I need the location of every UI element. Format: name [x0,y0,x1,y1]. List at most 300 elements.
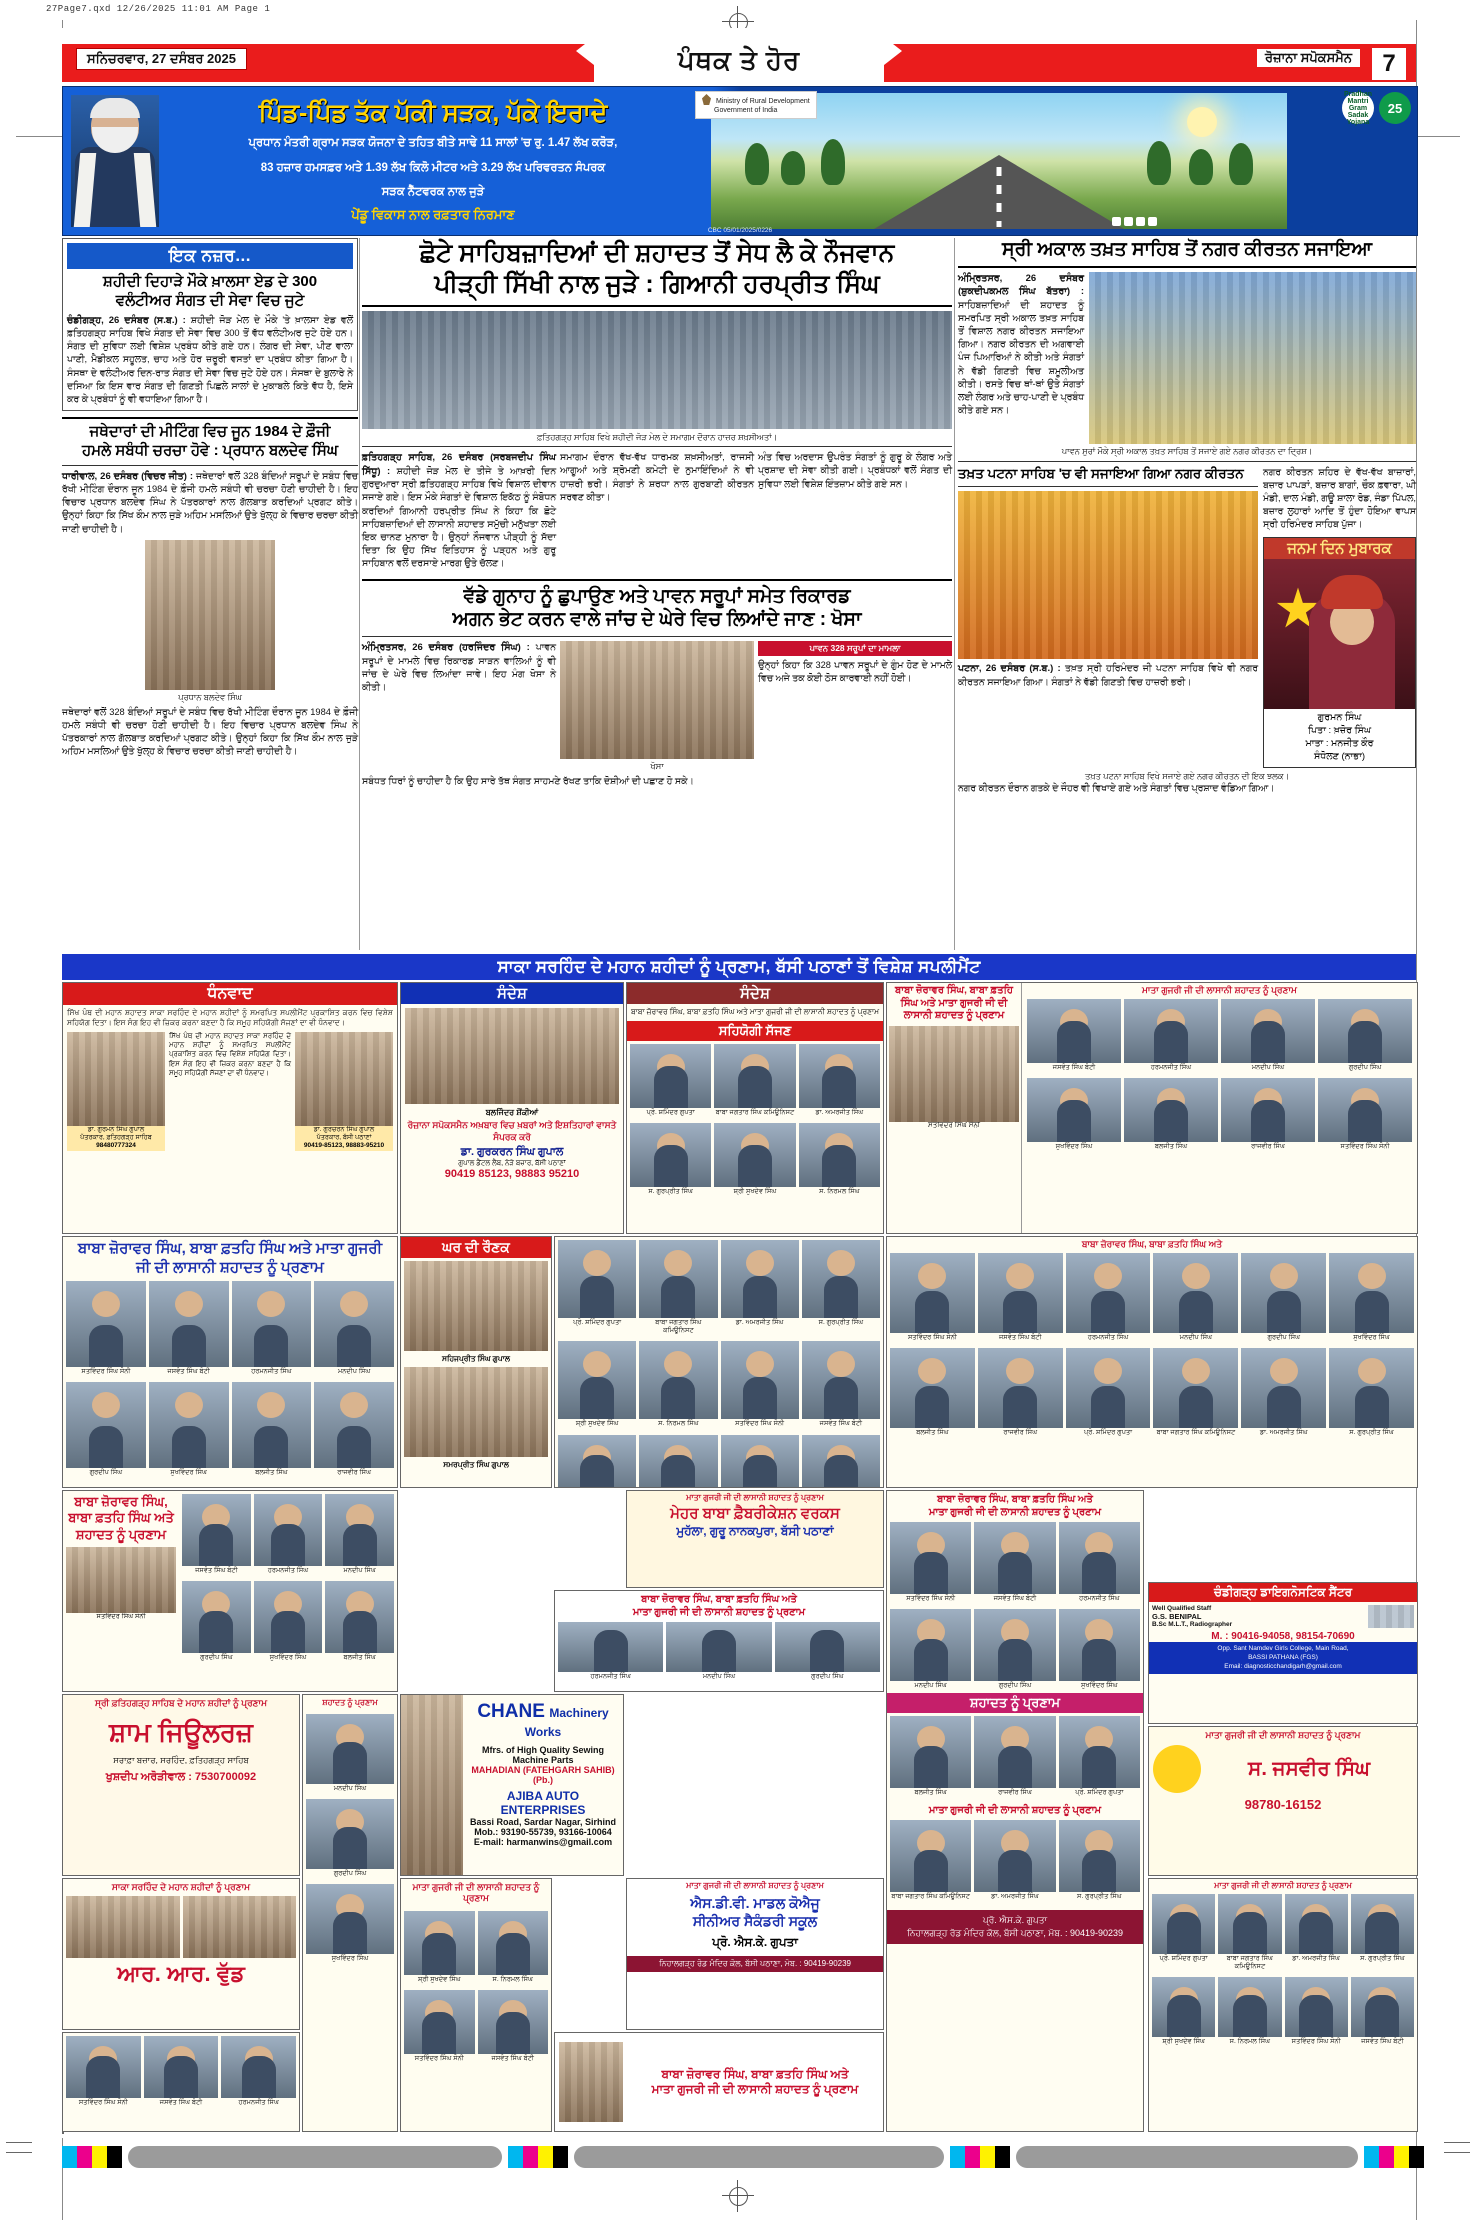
col3-second-caption: ਤਖ਼ਤ ਪਟਨਾ ਸਾਹਿਬ ਵਿਖੇ ਸਜਾਏ ਗਏ ਨਗਰ ਕੀਰਤਨ ਦੀ ਇਕ ਝਲਕ। [1084,770,1290,781]
ad-crc-title-l1: ਬਾਬਾ ਜ਼ੋਰਾਵਰ ਸਿੰਘ, ਬਾਬਾ ਫ਼ਤਹਿ ਸਿੰਘ ਅਤੇ [937,1494,1093,1505]
swatch-magenta [523,2146,538,2168]
ad-crc-mugs-row4 [887,1817,1143,1904]
mug-item: ਜਸਵੰਤ ਸਿੰਘ ਬੰਟੀ [974,1522,1055,1603]
column-left [62,238,358,758]
ad-strip2-title: ਬਾਬਾ ਜ਼ੋਰਾਵਰ ਸਿੰਘ, ਬਾਬਾ ਫ਼ਤਹਿ ਸਿੰਘ ਅਤੇ [1081,1239,1223,1249]
ad-pranam-left-2[interactable]: ਬਾਬਾ ਜ਼ੋਰਾਵਰ ਸਿੰਘ, ਬਾਬਾ ਫ਼ਤਹਿ ਸਿੰਘ ਅਤੇ ਸ਼ਹਾਦਤ ਨੂੰ ਪ੍ਰਣਾਮ ਸਤਵਿੰਦਰ ਸਿੰਘ ਸੋਨੀ ਜਸਵੰਤ ਸਿੰਘ ਬੰਟੀ ਹਰਮਨਜੀਤ ਸਿੰਘ ਮਨਦੀਪ ਸਿੰਘ ਗੁਰਦੀਪ ਸਿੰਘ ਸੁਖਵਿੰਦਰ ਸਿੰਘ ਬਲਜੀਤ ਸਿੰਘ [62,1490,398,1692]
ad-chane-brand: CHANE [477,1701,545,1722]
mug-item: ਬਲਜੀਤ ਸਿੰਘ [325,1581,394,1662]
col1-story1-body: ਸ਼ਹੀਦੀ ਜੋੜ ਮੇਲ ਦੇ ਮੌਕੇ 'ਤੇ ਖ਼ਾਲਸਾ ਏਡ ਵਲੋਂ ਫ਼ਤਿਹਗੜ੍ਹ ਸਾਹਿਬ ਵਿਖੇ ਸੰਗਤ ਦੀ ਸੇਵਾ ਵਿਚ 300 ਤੋਂ ਵੱਧ ਵਲੰਟੀਅਰ ਜੁਟੇ ਹੋਏ ਹਨ। ਸੰਗਤ ਦੀ ਸੁਵਿਧਾ ਲਈ ਵਿਸ਼ੇਸ਼ ਪ੍ਰਬੰਧ ਕੀਤੇ ਗਏ ਹਨ। ਲੰਗਰ ਦੀ ਸੇਵਾ, ਪੀਣ ਵਾਲਾ ਪਾਣੀ, ਮੈਡੀਕਲ ਸਹੂਲਤ, ਚਾਹ ਅਤੇ ਹੋਰ ਜ਼ਰੂਰੀ ਵਸਤਾਂ ਦਾ ਪ੍ਰਬੰਧ ਕੀਤਾ ਗਿਆ ਹੈ। ਸੰਸਥਾ ਦੇ ਵਲੰਟੀਅਰ ਦਿਨ-ਰਾਤ ਸੰਗਤ ਦੀ ਸੇਵਾ ਵਿਚ ਜੁਟੇ ਹੋਏ ਹਨ। ਸੰਸਥਾ ਦੇ ਬੁਲਾਰੇ ਨੇ ਦਸਿਆ ਕਿ ਇਸ ਵਾਰ ਸੰਗਤ ਦੀ ਗਿਣਤੀ ਪਿਛਲੇ ਸਾਲਾਂ ਦੇ ਮੁਕਾਬਲੇ ਕਿਤੇ ਵੱਧ ਹੈ, ਇਸੇ ਕਰ ਕੇ ਪ੍ਰਬੰਧਾਂ ਨੂੰ ਵੀ ਵਧਾਇਆ ਗਿਆ ਹੈ। [67,314,354,404]
ad-right-strip-2[interactable] [886,1236,1418,1488]
mug-item: ਸ. ਨਿਰਮਲ ਸਿੰਘ [639,1341,717,1428]
col3-second-photo [958,491,1258,659]
cbc-code: CBC 05/01/2025/0226 [707,227,773,234]
ad-chane-photo [401,1695,463,1875]
masthead [62,44,1416,82]
ad-mehar-pranam: ਮਾਤਾ ਗੁਜਰੀ ਜੀ ਦੀ ਲਾਸਾਨੀ ਸ਼ਹਾਦਤ ਨੂੰ ਪ੍ਰਣਾਮ [686,1493,824,1502]
ad-sandesh1-photo [405,1008,619,1104]
mug-item: ਸੁਖਵਿੰਦਰ ਸਿੰਘ [303,1881,397,1966]
swatch-yellow [980,2146,995,2168]
ad-jasvir-pranam: ਮਾਤਾ ਗੁਜਰੀ ਜੀ ਦੀ ਲਾਸਾਨੀ ਸ਼ਹਾਦਤ ਨੂੰ ਪ੍ਰਣਾਮ [1205,1730,1361,1740]
news-section [62,238,1416,950]
mug-item: ਜਸਵੰਤ ਸਿੰਘ ਬੰਟੀ [978,1253,1063,1342]
ad-pranam2-title-l1: ਬਾਬਾ ਜ਼ੋਰਾਵਰ ਸਿੰਘ, ਬਾਬਾ ਫ਼ਤਹਿ ਸਿੰਘ ਅਤੇ [68,1494,174,1526]
ad-jasvir-title: ਸ. ਜਸਵੀਰ ਸਿੰਘ [1248,1757,1370,1780]
mug-item: ਗੁਰਦੀਪ ਸਿੰਘ [974,1609,1055,1690]
mug-item: ਮਨਦੀਪ ਸਿੰਘ [303,1711,397,1796]
ministry-line2: Government of India [714,106,778,114]
mug-item: ਸਤਵਿੰਦਰ ਸਿੰਘ ਸੋਨੀ [1318,1078,1412,1151]
top-banner-sub1: ਪ੍ਰਧਾਨ ਮੰਤਰੀ ਗ੍ਰਾਮ ਸੜਕ ਯੋਜਨਾ ਦੇ ਤਹਿਤ ਬੀਤੇ ਸਾਢੇ 11 ਸਾਲਾਂ 'ਚ ਰੁ. 1.47 ਲੱਖ ਕਰੋੜ, [248,136,618,149]
top-banner-text [173,99,693,223]
ad-mehar-lower-title-l1: ਬਾਬਾ ਜ਼ੋਰਾਵਰ ਸਿੰਘ, ਬਾਬਾ ਫ਼ਤਹਿ ਸਿੰਘ ਅਤੇ [641,1594,797,1605]
swatch-cyan [950,2146,965,2168]
swatch-black [553,2146,568,2168]
top-banner-headline: ਪਿੰਡ-ਪਿੰਡ ਤੱਕ ਪੱਕੀ ਸੜਕ, ਪੱਕੇ ਇਰਾਦੇ [258,99,608,127]
ad-sham-jewellers[interactable] [62,1694,300,1876]
mug-item: ਬਾਬਾ ਜਗਤਾਰ ਸਿੰਘ ਕਮਿਊਨਿਸਟ [1218,1894,1281,1971]
facebook-icon [1112,217,1121,226]
col2-lead-body-right: ਅੰਤ ਵਿਚ ਅਰਦਾਸ ਉਪਰੰਤ ਸੰਗਤਾਂ ਨੂੰ ਗੁਰੂ ਕੇ ਲੰਗਰ ਅਤੇ ਪ੍ਰਸ਼ਾਦ ਦੀ ਸੇਵਾ ਕੀਤੀ ਗਈ। ਪ੍ਰਬੰਧਕਾਂ ਵਲੋਂ ਸੰਗਤ ਦੀ ਸੁਵਿਧਾ ਲਈ ਵਿਸ਼ੇਸ਼ ਇੰਤਜ਼ਾਮ ਕੀਤੇ ਗਏ ਸਨ। [758,452,952,489]
ad-narrow-right-mugs-b [401,1987,551,2066]
mug-item: ਬਲਜੀਤ ਸਿੰਘ [890,1348,975,1437]
ad-narrow-title: ਸ਼ਹਾਦਤ ਨੂੰ ਪ੍ਰਣਾਮ [322,1698,378,1707]
col3-second-body-right: ਨਗਰ ਕੀਰਤਨ ਦੌਰਾਨ ਗਤਕੇ ਦੇ ਜੌਹਰ ਵੀ ਵਿਖਾਏ ਗਏ ਅਤੇ ਸੰਗਤਾਂ ਵਿਚ ਪ੍ਰਸ਼ਾਦ ਵੰਡਿਆ ਗਿਆ। [958,782,1275,793]
col2-second-headline-l2[interactable]: ਅਗਨ ਭੇਟ ਕਰਨ ਵਾਲੇ ਜਾਂਚ ਦੇ ਘੇਰੇ ਵਿਚ ਲਿਆਂਦੇ ਜਾਣ : ਖੋਸਾ [452,609,862,631]
ad-sham-title: ਸ਼ਾਮ ਜਿਊਲਰਜ਼ [109,1717,253,1748]
ad-center-bottom-title-l1: ਬਾਬਾ ਜ਼ੋਰਾਵਰ ਸਿੰਘ, ਬਾਬਾ ਫ਼ਤਹਿ ਸਿੰਘ ਅਤੇ [661,2067,849,2081]
ad-sham-sub1: ਸ੍ਰੀ ਫ਼ਤਿਹਗੜ੍ਹ ਸਾਹਿਬ ਦੇ ਮਹਾਨ ਸ਼ਹੀਦਾਂ ਨੂੰ ਪ੍ਰਣਾਮ [94,1698,268,1708]
mug-item: ਸ਼੍ਰੀ ਸੁਖਦੇਵ ਸਿੰਘ [558,1341,636,1428]
col2-lead-headline-l2[interactable]: ਪੀੜ੍ਹੀ ਸਿੱਖੀ ਨਾਲ ਜੁੜੇ : ਗਿਆਨੀ ਹਰਪ੍ਰੀਤ ਸਿੰਘ [434,270,880,299]
mug-item: ਸਤਵਿੰਦਰ ਸਿੰਘ ਸੋਨੀ [890,1253,975,1342]
mug-item: ਜਸਵੰਤ ਸਿੰਘ ਬੰਟੀ [802,1341,880,1428]
ad-school-address: ਨਿਹਾਲਗੜ੍ਹ ਰੋਡ ਮੰਦਿਰ ਕੋਲ, ਬੱਸੀ ਪਠਾਣਾ, ਮੋਬ. : 90419-90239 [627,1956,883,1972]
ad-jasvir-phone: 98780-16152 [1244,1797,1322,1813]
ad-strip2-mugs-row2 [887,1345,1417,1440]
mug-item: ਰਾਜਵੀਰ ਸਿੰਘ [1221,1078,1315,1151]
mug-item: ਸੁਖਵਿੰਦਰ ਸਿੰਘ [1027,1078,1121,1151]
ad-dhanwaad-title: ਧੰਨਵਾਦ [63,983,397,1005]
mug-item: ਬਾਬਾ ਜਗਤਾਰ ਸਿੰਘ ਕਮਿਊਨਿਸਟ [714,1044,795,1117]
mug-item: ਰਾਜਵੀਰ ਸਿੰਘ [314,1382,394,1477]
col2-lead-headline-l1[interactable]: ਛੋਟੇ ਸਾਹਿਬਜ਼ਾਦਿਆਂ ਦੀ ਸ਼ਹਾਦਤ ਤੋਂ ਸੇਧ ਲੈ ਕੇ ਨੌਜਵਾਨ [419,239,895,267]
youtube-icon [1148,217,1157,226]
ad-banner1-mugs-row2 [63,1379,397,1480]
mug-item: ਹਰਮਨਜੀਤ ਸਿੰਘ [221,2036,296,2107]
mug-item: ਗੁਰਦੀਪ ਸਿੰਘ [303,1796,397,1881]
instagram-icon [1136,217,1145,226]
ad-pranam2-mugs-b [179,1578,397,1665]
birthday-father: ਪਿਤਾ : ਖ਼ਜ਼ੋਰ ਸਿੰਘ [1307,725,1372,737]
ad-narrow-right-title: ਮਾਤਾ ਗੁਜਰੀ ਜੀ ਦੀ ਲਾਸਾਨੀ ਸ਼ਹਾਦਤ ਨੂੰ ਪ੍ਰਣਾਮ [412,1882,540,1904]
mug-item: ਸੁਖਵਿੰਦਰ ਸਿੰਘ [149,1382,229,1477]
birthday-box [1263,537,1416,767]
col2-lead-photo [362,311,952,429]
col1-story2-headline-l2[interactable]: ਹਮਲੇ ਸਬੰਧੀ ਚਰਚਾ ਹੋਵੇ : ਪ੍ਰਧਾਨ ਬਲਦੇਵ ਸਿੰਘ [81,441,338,459]
ad-crc-title-l3: ਮਾਤਾ ਗੁਜਰੀ ਜੀ ਦੀ ਲਾਸਾਨੀ ਸ਼ਹਾਦਤ ਨੂੰ ਪ੍ਰਣਾਮ [928,1804,1102,1816]
col2-second-body-mid: ਉਨ੍ਹਾਂ ਕਿਹਾ ਕਿ 328 ਪਾਵਨ ਸਰੂਪਾਂ ਦੇ ਗੁੰਮ ਹੋਣ ਦੇ ਮਾਮਲੇ ਵਿਚ ਅਜੇ ਤਕ ਕੋਈ ਠੋਸ ਕਾਰਵਾਈ ਨਹੀਂ ਹੋਈ। [758,660,952,684]
ad-diag-title: ਚੰਡੀਗੜ੍ਹ ਡਾਇਗਨੋਸਟਿਕ ਸੈਂਟਰ [1149,1583,1417,1602]
ad-sandesh2-title: ਸੰਦੇਸ਼ [627,983,883,1004]
pmgsy-logo: Pradhan Mantri Gram Sadak Yojana [1343,90,1372,126]
registration-mark-bottom [722,2180,754,2212]
ad-sandesh-1[interactable] [400,982,624,1234]
ad-sandesh1-title: ਸੰਦੇਸ਼ [401,983,623,1004]
swatch-cyan [508,2146,523,2168]
mug-item: ਪ੍ਰੋ. ਸ਼ਮਿੰਦਰ ਗੁਪਤਾ [630,1044,711,1117]
col3-second-body-left: ਤਖ਼ਤ ਸ੍ਰੀ ਹਰਿਮੰਦਰ ਜੀ ਪਟਨਾ ਸਾਹਿਬ ਵਿਖੇ ਵੀ ਨਗਰ ਕੀਰਤਨ ਸਜਾਇਆ ਗਿਆ। ਸੰਗਤਾਂ ਨੇ ਵੱਡੀ ਗਿਣਤੀ ਵਿਚ ਹਾਜ਼ਰੀ ਭਰੀ। [958,663,1258,687]
col3-lead-headline[interactable]: ਸ੍ਰੀ ਅਕਾਲ ਤਖ਼ਤ ਸਾਹਿਬ ਤੋਂ ਨਗਰ ਕੀਰਤਨ ਸਜਾਇਆ [1001,239,1373,260]
mug-item: ਹਰਮਨਜੀਤ ਸਿੰਘ [558,1622,663,1681]
mug-item: ਸੁਖਵਿੰਦਰ ਸਿੰਘ [1329,1253,1414,1342]
top-banner-ad[interactable] [62,86,1418,236]
ad-sandesh2-body: ਬਾਬਾ ਜ਼ੋਰਾਵਰ ਸਿੰਘ, ਬਾਬਾ ਫ਼ਤਹਿ ਸਿੰਘ ਅਤੇ ਮਾਤਾ ਗੁਜਰੀ ਜੀ ਦੀ ਲਾਸਾਨੀ ਸ਼ਹਾਦਤ ਨੂੰ ਪ੍ਰਣਾਮ [630,1007,880,1016]
mug-item: ਗੁਰਦੀਪ ਸਿੰਘ [1241,1253,1326,1342]
mug-item: ਡਾ. ਅਮਰਜੀਤ ਸਿੰਘ [1285,1894,1348,1971]
swatch-magenta [1379,2146,1394,2168]
col1-story2-body-cont: ਜਥੇਦਾਰਾਂ ਵਲੋਂ 328 ਬੰਦਿਆਂ ਸਰੂਪਾਂ ਦੇ ਸਬੰਧ ਵਿਚ ਰੱਖੀ ਮੀਟਿੰਗ ਦੌਰਾਨ ਜੂਨ 1984 ਦੇ ਫ਼ੌਜੀ ਹਮਲੇ ਸਬੰਧੀ ਵੀ ਚਰਚਾ ਹੋਣੀ ਚਾਹੀਦੀ ਹੈ। ਇਹ ਵਿਚਾਰ ਪ੍ਰਧਾਨ ਬਲਦੇਵ ਸਿੰਘ ਨੇ ਪੱਤਰਕਾਰਾਂ ਨਾਲ ਗੱਲਬਾਤ ਕਰਦਿਆਂ ਪ੍ਰਗਟ ਕੀਤੇ। ਉਨ੍ਹਾਂ ਕਿਹਾ ਕਿ ਸਿੱਖ ਕੌਮ ਨਾਲ ਜੁੜੇ ਅਹਿਮ ਮਸਲਿਆਂ ਉਤੇ ਖੁੱਲ੍ਹ ਕੇ ਵਿਚਾਰ ਚਰਚਾ ਕੀਤੀ ਜਾਣੀ ਚਾਹੀਦੀ ਹੈ। [62,706,358,757]
ad-bottom-right-mugs-row1 [1149,1891,1417,1974]
mug-item: ਸ. ਗੁਰਪ੍ਰੀਤ ਸਿੰਘ [802,1240,880,1335]
swatch-cyan [62,2146,77,2168]
col2-second-caption: ਖੋਸਾ [650,761,664,772]
mug-item: ਜਸਵੰਤ ਸਿੰਘ ਬੰਟੀ [1351,1977,1414,2046]
swatch-yellow [538,2146,553,2168]
mug-item: ਮਨਦੀਪ ਸਿੰਘ [325,1494,394,1575]
ad-banner1-mugs-row1 [63,1278,397,1379]
mug-item: ਸ. ਗੁਰਪ੍ਰੀਤ ਸਿੰਘ [1351,1894,1414,1971]
col3-lead-body-right: ਨਗਰ ਕੀਰਤਨ ਸ਼ਹਿਰ ਦੇ ਵੱਖ-ਵੱਖ ਬਾਜ਼ਾਰਾਂ, ਬਜ਼ਾਰ ਪਾਪੜਾਂ, ਬਜ਼ਾਰ ਬਾਗਾਂ, ਚੌਕ ਫ਼ਵਾਰਾ, ਘੀ ਮੰਡੀ, ਦਾਲ ਮੰਡੀ, ਗਊ ਸ਼ਾਲਾ ਰੋਡ, ਜੰਡਾ ਪਿੱਪਲ, ਬਜ਼ਾਰ ਲੁਹਾਰਾਂ ਆਦਿ ਤੋਂ ਹੁੰਦਾ ਹੋਇਆ ਵਾਪਸ ਸ੍ਰੀ ਹਰਿਮੰਦਰ ਸਾਹਿਬ ਪੁੱਜਾ। [1263,466,1416,530]
ad-sandesh-2[interactable] [626,982,884,1234]
mug-item: ਜਸਵੰਤ ਸਿੰਘ ਬੰਟੀ [149,1281,229,1376]
ad-sehyogi-mugs-row2 [627,1120,883,1199]
mug-item: ਸੁਖਵਿੰਦਰ ਸਿੰਘ [1059,1609,1140,1690]
ad-narrow-right[interactable] [400,1878,552,2132]
ad-pranam2-title-l2: ਸ਼ਹਾਦਤ ਨੂੰ ਪ੍ਰਣਾਮ [75,1526,167,1542]
birthday-photo [1264,559,1415,709]
ad-chane-line3: Bassi Road, Sardar Nagar, Sirhind [469,1817,617,1827]
mug-item: ਜਸਵੰਤ ਸਿੰਘ ਬੰਟੀ [182,1494,251,1575]
ad-rr-wood[interactable] [62,1878,300,2030]
mug-item: ਡਾ. ਅਮਰਜੀਤ ਸਿੰਘ [799,1044,880,1117]
ad-right-strip-1[interactable]: ਬਾਬਾ ਜ਼ੋਰਾਵਰ ਸਿੰਘ, ਬਾਬਾ ਫ਼ਤਹਿ ਸਿੰਘ ਅਤੇ ਮਾਤਾ ਗੁਜਰੀ ਜੀ ਦੀ ਲਾਸਾਨੀ ਸ਼ਹਾਦਤ ਨੂੰ ਪ੍ਰਣਾਮ ਸਤਵਿੰਦਰ ਸਿੰਘ ਸੋਨੀ ਮਾਤਾ ਗੁਜਰੀ ਜੀ ਦੀ ਲਾਸਾਨੀ ਸ਼ਹਾਦਤ ਨੂੰ ਪ੍ਰਣਾਮ ਜਸਵੰਤ ਸਿੰਘ ਬੰਟੀ ਹਰਮਨਜੀਤ ਸਿੰਘ ਮਨਦੀਪ ਸਿੰਘ ਗੁਰਦੀਪ ਸਿੰਘ ਸੁਖਵਿੰਦਰ ਸਿੰਘ ਬਲਜੀਤ ਸਿੰਘ ਰਾਜਵੀਰ ਸਿੰਘ ਸਤਵਿੰਦਰ ਸਿੰਘ ਸੋਨੀ [886,982,1418,1234]
col1-story2-headline-l1[interactable]: ਜਥੇਦਾਰਾਂ ਦੀ ਮੀਟਿੰਗ ਵਿਚ ਜੂਨ 1984 ਦੇ ਫ਼ੌਜੀ [89,423,331,441]
ad-dhanwaad[interactable] [62,982,398,1234]
ad-chandigarh-diagnostic[interactable] [1148,1582,1418,1724]
ad-center-mugs-row2 [555,1338,883,1431]
mug-item: ਗੁਰਦੀਪ ਸਿੰਘ [66,1382,146,1477]
mug-item: ਸਤਵਿੰਦਰ ਸਿੰਘ ਸੋਨੀ [1285,1977,1348,2046]
ad-banner1-title-l2: ਜੀ ਦੀ ਲਾਸਾਨੀ ਸ਼ਹਾਦਤ ਨੂੰ ਪ੍ਰਣਾਮ [136,1258,324,1276]
ad-center-mugs-row3 [555,1432,883,1488]
col2-second-body-right: ਸਬੰਧਤ ਧਿਰਾਂ ਨੂੰ ਚਾਹੀਦਾ ਹੈ ਕਿ ਉਹ ਸਾਰੇ ਤੱਥ ਸੰਗਤ ਸਾਹਮਣੇ ਰੱਖਣ ਤਾਕਿ ਦੋਸ਼ੀਆਂ ਦੀ ਪਛਾਣ ਹੋ ਸਕੇ। [362,775,694,786]
ad-bottom-right-title: ਮਾਤਾ ਗੁਜਰੀ ਜੀ ਦੀ ਲਾਸਾਨੀ ਸ਼ਹਾਦਤ ਨੂੰ ਪ੍ਰਣਾਮ [1214,1881,1352,1890]
page-sheet [62,28,1416,2138]
mug-item: ਬਲਜੀਤ ਸਿੰਘ [1124,1078,1218,1151]
masthead-date: ਸਨਿਚਰਵਾਰ, 27 ਦਸੰਬਰ 2025 [76,48,247,70]
supplement-banner: ਸਾਕਾ ਸਰਹਿੰਦ ਦੇ ਮਹਾਨ ਸ਼ਹੀਦਾਂ ਨੂੰ ਪ੍ਰਣਾਮ, ਬੱਸੀ ਪਠਾਣਾਂ ਤੋਂ ਵਿਸ਼ੇਸ਼ ਸਪਲੀਮੈਂਟ [62,954,1416,980]
ad-chane-brand2: Machinery Works [524,1706,609,1739]
ad-mehar-baba[interactable] [626,1490,884,1588]
ad-crc-mugs-row2 [887,1606,1143,1693]
col1-story2-photo [145,540,275,690]
ad-mehar-title-l1: ਮੇਹਰ ਬਾਬਾ ਫ਼ੈਬਰੀਕੇਸ਼ਨ ਵਰਕਸ [670,1505,840,1522]
ministry-emblem-block [695,91,817,119]
ad-mehar-lower-mugs [555,1619,883,1684]
ad-sbdv-school[interactable] [626,1878,884,2030]
col3-lead-body-left: ਸਾਹਿਬਜ਼ਾਦਿਆਂ ਦੀ ਸ਼ਹਾਦਤ ਨੂੰ ਸਮਰਪਿਤ ਸ੍ਰੀ ਅਕਾਲ ਤਖ਼ਤ ਸਾਹਿਬ ਤੋਂ ਵਿਸ਼ਾਲ ਨਗਰ ਕੀਰਤਨ ਸਜਾਇਆ ਗਿਆ। ਨਗਰ ਕੀਰਤਨ ਦੀ ਅਗਵਾਈ ਪੰਜ ਪਿਆਰਿਆਂ ਨੇ ਕੀਤੀ ਅਤੇ ਸੰਗਤਾਂ ਨੇ ਵੱਡੀ ਗਿਣਤੀ ਵਿਚ ਸ਼ਮੂਲੀਅਤ ਕੀਤੀ। ਰਸਤੇ ਵਿਚ ਥਾਂ-ਥਾਂ ਉਤੇ ਸੰਗਤਾਂ ਲਈ ਲੰਗਰ ਅਤੇ ਚਾਹ-ਪਾਣੀ ਦੇ ਪ੍ਰਬੰਧ ਕੀਤੇ ਗਏ ਸਨ। [958,299,1084,416]
mug-item: ਪ੍ਰੋ. ਸ਼ਮਿੰਦਰ ਗੁਪਤਾ [558,1240,636,1335]
ad-sandesh1-name: ਬਲਜਿੰਦਰ ਸ਼ੌਂਕੀਆਂ [485,1108,539,1117]
swatch-magenta [77,2146,92,2168]
mug-item: ਸ. ਗੁਰਪ੍ਰੀਤ ਸਿੰਘ [630,1123,711,1196]
mug-item [721,1435,799,1488]
ad-ghar-name-2: ਸਮਰਪ੍ਰੀਤ ਸਿੰਘ ਗੁਪਾਲ [443,1460,509,1469]
ad-center-mugs-row1 [555,1237,883,1338]
ad-diag-phone: M. : 90416-94058, 98154-70690 [1211,1631,1355,1642]
twitter-icon [1124,217,1133,226]
sun-icon [1187,107,1217,137]
col2-lead-body-mid: ਸਮਾਗਮ ਦੌਰਾਨ ਵੱਖ-ਵੱਖ ਧਾਰਮਕ ਸ਼ਖ਼ਸੀਅਤਾਂ, ਰਾਜਸੀ ਆਗੂਆਂ ਅਤੇ ਸ਼੍ਰੋਮਣੀ ਕਮੇਟੀ ਦੇ ਨੁਮਾਇੰਦਿਆਂ ਨੇ ਵੀ ਹਾਜ਼ਰੀ ਭਰੀ। ਸੰਗਤਾਂ ਨੇ ਸ਼ਰਧਾ ਨਾਲ ਗੁਰਬਾਣੀ ਕੀਰਤਨ ਸਰਵਣ ਕੀਤਾ। [560,452,754,502]
ad-ghar-photo-2 [404,1367,548,1457]
mug-item: ਮਨਦੀਪ ਸਿੰਘ [1221,999,1315,1072]
ad-diag-qual: B.Sc M.L.T., Radiographer [1152,1621,1233,1628]
ad-dhanwaad-person2: ਡਾ. ਗੁਰਚਰਨ ਸਿੰਘ ਗੁਪਾਲ ਪੱਤਰਕਾਰ, ਬੱਸੀ ਪਠਾਣਾਂ 90419-85123, 98883-95210 [295,1126,393,1151]
mug-item: ਡਾ. ਅਮਰਜੀਤ ਸਿੰਘ [974,1820,1055,1901]
mug-item: ਸ਼੍ਰੀ ਸੁਖਦੇਵ ਸਿੰਘ [404,1911,475,1984]
col1-story1-byline: ਚੰਡੀਗੜ੍ਹ, 26 ਦਸੰਬਰ (ਸ.ਬ.) : [67,314,186,326]
crop-tick-left-b [6,2152,32,2153]
ad-crc-title-l2: ਮਾਤਾ ਗੁਜਰੀ ਜੀ ਦੀ ਲਾਸਾਨੀ ਸ਼ਹਾਦਤ ਨੂੰ ਪ੍ਰਣਾਮ [928,1506,1102,1518]
ad-center-right-column[interactable] [886,1490,1144,2132]
ad-sandesh1-sub: ਡਾ. ਗੁਰਕਰਨ ਸਿੰਘ ਗੁਪਾਲ [460,1145,564,1158]
supplement-ads [62,982,1416,2132]
print-color-bar [62,2146,1416,2168]
pm-photo [71,95,159,227]
ad-sham-sub2: ਸਰਾਫ਼ਾ ਬਜ਼ਾਰ, ਸਰਹਿੰਦ, ਫ਼ਤਿਹਗੜ੍ਹ ਸਾਹਿਬ [113,1755,249,1766]
ad-strip1-mugs-row1 [1024,996,1415,1075]
mug-item: ਪ੍ਰੋ. ਸ਼ਮਿੰਦਰ ਗੁਪਤਾ [1066,1348,1151,1437]
column-right [958,238,1416,795]
col2-second-photo [560,641,754,759]
mug-item: ਪ੍ਰੋ. ਸ਼ਮਿੰਦਰ ਗੁਪਤਾ [1152,1894,1215,1971]
col2-second-body-left: ਪਾਵਨ ਸਰੂਪਾਂ ਦੇ ਮਾਮਲੇ ਵਿਚ ਰਿਕਾਰਡ ਸਾੜਨ ਵਾਲਿਆਂ ਨੂੰ ਵੀ ਜਾਂਚ ਦੇ ਘੇਰੇ ਵਿਚ ਲਿਆਂਦਾ ਜਾਵੇ। ਇਹ ਮੰਗ ਖੋਸਾ ਨੇ ਕੀਤੀ। [362,642,556,692]
col1-story1-headline-l1[interactable]: ਸ਼ਹੀਦੀ ਦਿਹਾੜੇ ਮੌਕੇ ਖ਼ਾਲਸਾ ਏਡ ਦੇ 300 [102,273,318,290]
ad-crc-school-block: ਪ੍ਰੋ. ਐਸ.ਕੇ. ਗੁਪਤਾ ਨਿਹਾਲਗੜ੍ਹ ਰੋਡ ਮੰਦਿਰ ਕੋਲ, ਬੱਸੀ ਪਠਾਣਾ, ਮੋਬ. : 90419-90239 [887,1910,1143,1943]
col2-second-headline-l1[interactable]: ਵੱਡੇ ਗੁਨਾਹ ਨੂੰ ਛੁਪਾਉਣ ਅਤੇ ਪਾਵਨ ਸਰੂਪਾਂ ਸਮੇਤ ਰਿਕਾਰਡ [463,585,851,607]
swatch-black [1409,2146,1424,2168]
ad-narrow-column[interactable] [302,1694,398,2132]
ad-center-bottom-pranam[interactable] [554,2032,884,2132]
ad-pranam2-mugs [179,1491,397,1578]
scheme-logos [1342,92,1411,124]
birthday-place: ਸੰਧੋਲਣ (ਨਾਭਾ) [1313,750,1366,762]
mug-item: ਗੁਰਦੀਪ ਸਿੰਘ [775,1622,880,1681]
ad-ghar-di-rounak[interactable] [400,1236,552,1488]
mug-item: ਸ. ਗੁਰਪ੍ਰੀਤ ਸਿੰਘ [1329,1348,1414,1437]
ad-ghar-title: ਘਰ ਦੀ ਰੌਣਕ [401,1237,551,1258]
ad-bottom-right-mugs-row2 [1149,1974,1417,2049]
ad-center-mug-grid[interactable] [554,1236,884,1488]
col3-lead-caption: ਪਾਵਨ ਸੁਰਾਂ ਮੌਕੇ ਸ੍ਰੀ ਅਕਾਲ ਤਖ਼ਤ ਸਾਹਿਬ ਤੋਂ ਸਜਾਏ ਗਏ ਨਗਰ ਕੀਰਤਨ ਦਾ ਦ੍ਰਿਸ਼। [1061,445,1313,456]
col2-lead-byline: ਫ਼ਤਿਹਗੜ੍ਹ ਸਾਹਿਬ, 26 ਦਸੰਬਰ (ਸਰਬਜਦੀਪ ਸਿੰਘ ਸਿੱਧੂ) : [362,452,556,477]
ad-rr-title: ਆਰ. ਆਰ. ਵੁੱਡ [117,1961,245,1987]
col1-story1-headline-l2[interactable]: ਵਲੰਟੀਅਰ ਸੰਗਤ ਦੀ ਸੇਵਾ ਵਿਚ ਜੁਟੇ [115,291,305,309]
mug-item: ਬਾਬਾ ਜਗਤਾਰ ਸਿੰਘ ਕਮਿਊਨਿਸਟ [1153,1348,1238,1437]
mug-item: ਬਲਜੀਤ ਸਿੰਘ [890,1716,971,1797]
masthead-brand: ਰੋਜ਼ਾਨਾ ਸਪੋਕਸਮੈਨ [1257,49,1360,67]
ad-rr-photo-1 [66,1896,180,1958]
mug-item: ਜਸਵੰਤ ਸਿੰਘ ਬੰਟੀ [478,1990,549,2063]
ad-dhanwaad-photo-2 [295,1032,393,1126]
ad-sehyogi-mugs-row1 [627,1041,883,1120]
mug-item: ਮਨਦੀਪ ਸਿੰਘ [1153,1253,1238,1342]
ad-chane-brand3: AJIBA AUTO ENTERPRISES [500,1789,586,1817]
col3-second-byline: ਪਟਨਾ, 26 ਦਸੰਬਰ (ਸ.ਬ.) : [958,663,1061,675]
ad-crc-mugs-row3 [887,1713,1143,1800]
section-flag [594,32,884,90]
ad-banner1-title-l1: ਬਾਬਾ ਜ਼ੋਰਾਵਰ ਸਿੰਘ, ਬਾਬਾ ਫ਼ਤਹਿ ਸਿੰਘ ਅਤੇ ਮਾਤਾ ਗੁਜਰੀ [77,1240,383,1257]
ad-dhanwaad-body-cont: ਸਿੱਖ ਪੰਥ ਦੀ ਮਹਾਨ ਸ਼ਹਾਦਤ ਸਾਕਾ ਸਰਹਿੰਦ ਦੇ ਮਹਾਨ ਸ਼ਹੀਦਾਂ ਨੂੰ ਸਮਰਪਿਤ ਸਪਲੀਮੈਂਟ ਪ੍ਰਕਾਸ਼ਿਤ ਕਰਨ ਵਿਚ ਵਿਸ਼ੇਸ਼ ਸਹਿਯੋਗ ਦਿਤਾ। ਇਸ ਸੰਗ ਇਹ ਵੀ ਜ਼ਿਕਰ ਕਰਨਾ ਬਣਦਾ ਹੈ ਕਿ ਸਮੂਹ ਸਹਿਯੋਗੀ ਸੱਜਣਾਂ ਦਾ ਵੀ ਧੰਨਵਾਦ। [169,1032,291,1078]
mug-item: ਸਤਵਿੰਦਰ ਸਿੰਘ ਸੋਨੀ [66,1281,146,1376]
ad-dhanwaad-person1: ਡਾ. ਗੁਰਮਨ ਸਿੰਘ ਗੁਪਾਲ ਪੱਤਰਕਾਰ, ਫ਼ਤਿਹਗੜ੍ਹ ਸਾਹਿਬ 98480777324 [67,1126,165,1151]
swatch-yellow [1394,2146,1409,2168]
page-number: 7 [1370,46,1408,82]
ad-strip2-mugs-row1 [887,1250,1417,1345]
ad-chane-machinery[interactable] [400,1694,624,1876]
mug-item: ਹਰਮਨਜੀਤ ਸਿੰਘ [1059,1522,1140,1603]
ad-school-pranam: ਮਾਤਾ ਗੁਜਰੀ ਜੀ ਦੀ ਲਾਸਾਨੀ ਸ਼ਹਾਦਤ ਨੂੰ ਪ੍ਰਣਾਮ [686,1881,824,1890]
ad-jasvir-singh[interactable] [1148,1726,1418,1876]
mug-item: ਸ਼੍ਰੀ ਸੁਖਦੇਵ ਸਿੰਘ [714,1123,795,1196]
mug-item: ਸਤਵਿੰਦਰ ਸਿੰਘ ਸੋਨੀ [404,1990,475,2063]
ad-sandesh1-phone: 90419 85123, 98883 95210 [444,1167,580,1180]
mug-item: ਸਤਵਿੰਦਰ ਸਿੰਘ ਸੋਨੀ [66,2036,141,2107]
swatch-cyan [1364,2146,1379,2168]
section-title: ਪੰਥਕ ਤੇ ਹੋਰ [677,45,801,75]
ad-pranam2-photo [66,1547,176,1613]
ad-sehyogi-title: ਸਹਿਯੋਗੀ ਸੱਜਣ [627,1021,883,1041]
crop-tick-left-a [6,2142,32,2143]
col3-lead-byline: ਅੰਮ੍ਰਿਤਸਰ, 26 ਦਸੰਬਰ (ਸ਼ੁਕਦੀਪਕਮਲ ਸਿੰਘ ਬੱਤਰਾ) : [958,272,1084,298]
ad-dhanwaad-photo-1 [67,1032,165,1126]
ad-school-title-l1: ਐਸ.ਡੀ.ਵੀ. ਮਾਡਲ ਕੋਐਜੂ [690,1895,820,1911]
col1-story2 [62,423,358,758]
ad-ghar-photo-1 [404,1261,548,1351]
col1-story2-byline: ਧਾਰੀਵਾਲ, 26 ਦਸੰਬਰ (ਵਿਚਰ ਜੀਤ) : [62,470,194,482]
col1-story2-caption: ਪ੍ਰਧਾਨ ਬਲਦੇਵ ਸਿੰਘ [178,691,242,702]
mug-item: ਬਾਬਾ ਜਗਤਾਰ ਸਿੰਘ ਕਮਿਊਨਿਸਟ [639,1240,717,1335]
print-slug: 27Page7.qxd 12/26/2025 11:01 AM Page 1 [46,4,271,14]
ad-dhanwaad-body: ਸਿੱਖ ਪੰਥ ਦੀ ਮਹਾਨ ਸ਼ਹਾਦਤ ਸਾਕਾ ਸਰਹਿੰਦ ਦੇ ਮਹਾਨ ਸ਼ਹੀਦਾਂ ਨੂੰ ਸਮਰਪਿਤ ਸਪਲੀਮੈਂਟ ਪ੍ਰਕਾਸ਼ਿਤ ਕਰਨ ਵਿਚ ਵਿਸ਼ੇਸ਼ ਸਹਿਯੋਗ ਦਿਤਾ। ਇਸ ਸੰਗ ਇਹ ਵੀ ਜ਼ਿਕਰ ਕਰਨਾ ਬਣਦਾ ਹੈ ਕਿ ਸਮੂਹ ਸਹਿਯੋਗੀ ਸੱਜਣਾਂ ਦਾ ਵੀ ਧੰਨਵਾਦ। [67,1008,393,1028]
mug-item: ਮਨਦੀਪ ਸਿੰਘ [314,1281,394,1376]
ad-mehar-lower-title-l2: ਮਾਤਾ ਗੁਜਰੀ ਜੀ ਦੀ ਲਾਸਾਨੀ ਸ਼ਹਾਦਤ ਨੂੰ ਪ੍ਰਣਾਮ [632,1606,806,1618]
mug-item: ਡਾ. ਅਮਰਜੀਤ ਸਿੰਘ [1241,1348,1326,1437]
ad-crc-ribbon: ਸ਼ਹਾਦਤ ਨੂੰ ਪ੍ਰਣਾਮ [887,1693,1143,1713]
mug-item: ਹਰਮਨਜੀਤ ਸਿੰਘ [1066,1253,1151,1342]
mug-item: ਰਾਜਵੀਰ ਸਿੰਘ [974,1716,1055,1797]
ad-diag-address: Opp. Sant Namdev Girls College, Main Road, BASSI PATHANA (FGS) Email: diagnosticchandigarh@gmail.com [1149,1642,1417,1674]
birthday-name: ਗੁਰਮਨ ਸਿੰਘ [1317,712,1362,724]
mug-item: ਮਨਦੀਪ ਸਿੰਘ [890,1609,971,1690]
birthday-title: ਜਨਮ ਦਿਨ ਮੁਬਾਰਕ [1264,538,1415,559]
ad-ghar-name-1: ਸਹਿਜਪ੍ਰੀਤ ਸਿੰਘ ਗੁਪਾਲ [442,1354,510,1363]
mug-item [558,1435,636,1488]
mug-item: ਸ. ਗੁਰਪ੍ਰੀਤ ਸਿੰਘ [1059,1820,1140,1901]
mug-item: ਸੁਖਵਿੰਦਰ ਸਿੰਘ [254,1581,323,1662]
eye-news-header: ਇਕ ਨਜ਼ਰ... [67,243,353,269]
mug-item [802,1435,880,1488]
mug-item: ਮਨਦੀਪ ਸਿੰਘ [666,1622,771,1681]
mug-item: ਹਰਮਨਜੀਤ ਸਿੰਘ [254,1494,323,1575]
ad-strip1-photo [889,1026,1019,1122]
eye-news-panel [62,238,358,411]
col2-lead-caption: ਫ਼ਤਿਹਗੜ੍ਹ ਸਾਹਿਬ ਵਿਖੇ ਸ਼ਹੀਦੀ ਜੋੜ ਮੇਲ ਦੇ ਸਮਾਗਮ ਦੌਰਾਨ ਹਾਜ਼ਰ ਸ਼ਖ਼ਸੀਅਤਾਂ। [536,431,778,442]
mug-item: ਗੁਰਦੀਪ ਸਿੰਘ [182,1581,251,1662]
mug-item: ਪ੍ਰੋ. ਸ਼ਮਿੰਦਰ ਗੁਪਤਾ [1059,1716,1140,1797]
social-icons [1112,217,1157,226]
ad-narrow-right-mugs [401,1908,551,1987]
top-banner-sub2: 83 ਹਜ਼ਾਰ ਹਮਸਫ਼ਰ ਅਤੇ 1.39 ਲੱਖ ਕਿਲੋ ਮੀਟਰ ਅਤੇ 3.29 ਲੱਖ ਪਰਿਵਰਤਨ ਸੰਪਰਕ [260,161,606,174]
ad-spacer [62,2132,64,2134]
ad-school-title-l2: ਸੀਨੀਅਰ ਸੈਕੰਡਰੀ ਸਕੂਲ [692,1912,818,1929]
crop-tick-right-b [1444,2152,1470,2153]
mug-item: ਜਸਵੰਤ ਸਿੰਘ ਬੰਟੀ [1027,999,1121,1072]
swatch-black [995,2146,1010,2168]
mug-item: ਹਰਮਨਜੀਤ ਸਿੰਘ [232,1281,312,1376]
column-center [362,238,952,788]
mug-item: ਸ. ਨਿਰਮਲ ਸਿੰਘ [1218,1977,1281,2046]
ad-jasvir-emblem-icon [1153,1745,1201,1793]
ad-mehar-lower[interactable] [554,1590,884,1692]
ad-strip1-mugs-row2 [1024,1075,1415,1154]
ministry-line1: Ministry of Rural Development [715,98,810,105]
col2-second-badge: ਪਾਵਨ 328 ਸਰੂਪਾਂ ਦਾ ਮਾਮਲਾ [758,641,952,656]
swatch-black [107,2146,122,2168]
national-emblem-icon [702,94,711,105]
ad-bottom-left-strip[interactable] [62,2032,300,2132]
anniversary-logo: 25 [1379,92,1411,124]
mug-item: ਹਰਮਨਜੀਤ ਸਿੰਘ [1124,999,1218,1072]
ad-crc-mugs-row1 [887,1519,1143,1606]
ad-mehar-title-l2: ਮੁਹੱਲਾ, ਗੁਰੂ ਨਾਨਕਪੁਰਾ, ਬੱਸੀ ਪਠਾਣਾਂ [676,1523,834,1538]
ad-chane-line5: E-mail: harmanwins@gmail.com [473,1837,613,1847]
col1-story2-body: ਜਥੇਦਾਰਾਂ ਵਲੋਂ 328 ਬੰਦਿਆਂ ਸਰੂਪਾਂ ਦੇ ਸਬੰਧ ਵਿਚ ਰੱਖੀ ਮੀਟਿੰਗ ਦੌਰਾਨ ਜੂਨ 1984 ਦੇ ਫ਼ੌਜੀ ਹਮਲੇ ਸਬੰਧੀ ਵੀ ਚਰਚਾ ਹੋਣੀ ਚਾਹੀਦੀ ਹੈ। ਇਹ ਵਿਚਾਰ ਪ੍ਰਧਾਨ ਬਲਦੇਵ ਸਿੰਘ ਨੇ ਪੱਤਰਕਾਰਾਂ ਨਾਲ ਗੱਲਬਾਤ ਕਰਦਿਆਂ ਪ੍ਰਗਟ ਕੀਤੇ। ਉਨ੍ਹਾਂ ਕਿਹਾ ਕਿ ਸਿੱਖ ਕੌਮ ਨਾਲ ਜੁੜੇ ਅਹਿਮ ਮਸਲਿਆਂ ਉਤੇ ਖੁੱਲ੍ਹ ਕੇ ਵਿਚਾਰ ਚਰਚਾ ਕੀਤੀ ਜਾਣੀ ਚਾਹੀਦੀ ਹੈ। [62,470,358,534]
ad-sham-phone: ਖੁਸ਼ਦੀਪ ਅਰੋੜੀਵਾਲ : 7530700092 [105,1771,257,1784]
mug-item: ਡਾ. ਅਮਰਜੀਤ ਸਿੰਘ [721,1240,799,1335]
ad-center-bottom-title-l2: ਮਾਤਾ ਗੁਜਰੀ ਜੀ ਦੀ ਲਾਸਾਨੀ ਸ਼ਹਾਦਤ ਨੂੰ ਪ੍ਰਣਾਮ [651,2082,859,2096]
mug-item: ਬਾਬਾ ਜਗਤਾਰ ਸਿੰਘ ਕਮਿਊਨਿਸਟ [890,1820,971,1901]
ad-diag-name: G.S. BENIPAL [1152,1612,1202,1621]
ad-bottom-right-strip[interactable] [1148,1878,1418,2132]
mug-item: ਸ. ਨਿਰਮਲ ਸਿੰਘ [478,1911,549,1984]
mug-item [639,1435,717,1488]
col3-second-headline[interactable]: ਤਖ਼ਤ ਪਟਨਾ ਸਾਹਿਬ 'ਚ ਵੀ ਸਜਾਇਆ ਗਿਆ ਨਗਰ ਕੀਰਤਨ [958,465,1244,481]
ad-chane-line4: Mob.: 93190-55739, 93166-10064 [474,1827,612,1837]
ad-chane-line2: MAHADIAN (FATEHGARH SAHIB) (Pb.) [471,1765,615,1785]
col3-lead-photo [1089,272,1416,444]
swatch-yellow [92,2146,107,2168]
ad-chane-line1: Mfrs. of High Quality Sewing Machine Parts [481,1745,604,1765]
ad-banner-pranam-left[interactable] [62,1236,398,1488]
ad-center-bottom-photo [559,2042,623,2122]
col2-second-byline: ਅੰਮ੍ਰਿਤਸਰ, 26 ਦਸੰਬਰ (ਹਰਜਿੰਦਰ ਸਿੰਘ) : [362,642,530,654]
ad-strip1-title: ਬਾਬਾ ਜ਼ੋਰਾਵਰ ਸਿੰਘ, ਬਾਬਾ ਫ਼ਤਹਿ ਸਿੰਘ ਅਤੇ ਮਾਤਾ ਗੁਜਰੀ ਜੀ ਦੀ ਲਾਸਾਨੀ ਸ਼ਹਾਦਤ ਨੂੰ ਪ੍ਰਣਾਮ [895,985,1013,1021]
ad-rr-photo-2 [183,1896,297,1958]
mug-item: ਸ. ਨਿਰਮਲ ਸਿੰਘ [799,1123,880,1196]
ad-sandesh1-role: ਗੁਪਾਲ ਡੈਂਟਲ ਲੈਬ, ਨੇੜੇ ਬਜ਼ਾਰ, ਬੱਸੀ ਪਠਾਣਾਂ [458,1159,566,1167]
